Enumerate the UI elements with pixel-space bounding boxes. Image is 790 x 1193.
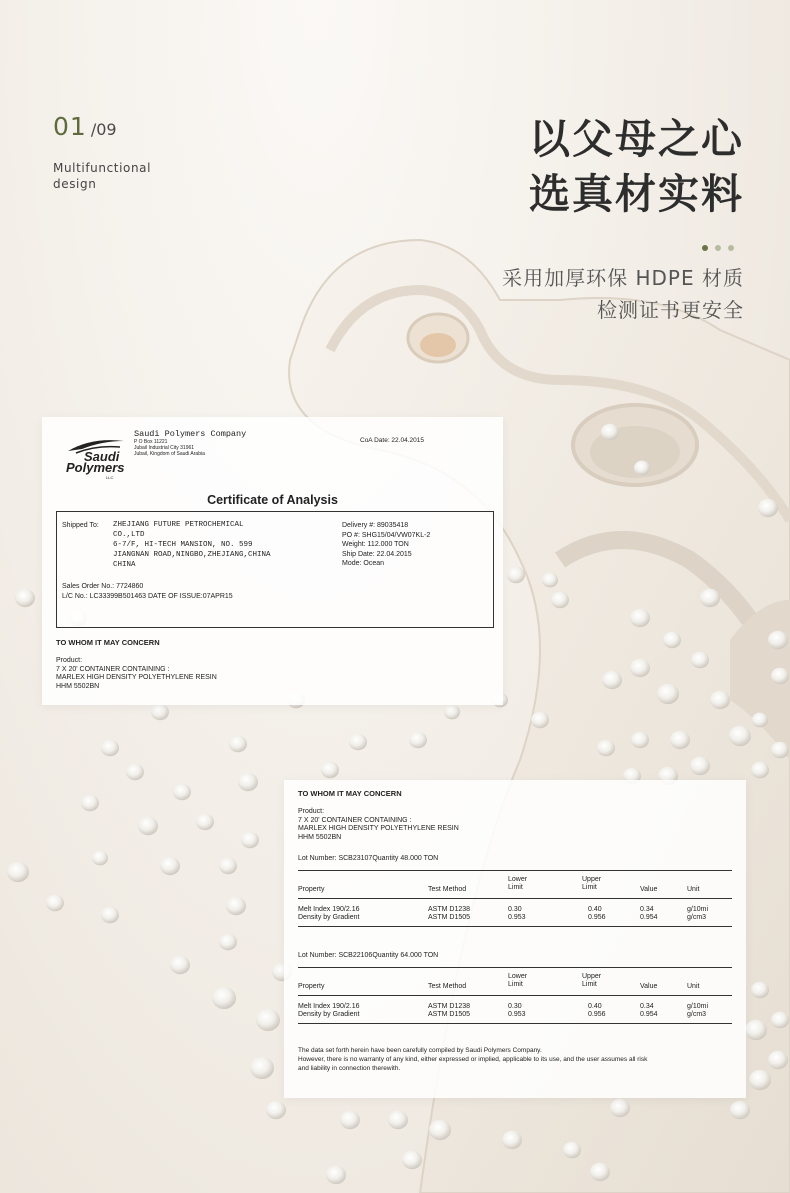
hdpe-pellet (92, 851, 108, 866)
lot-number-1: Lot Number: SCB23107Quantity 48.000 TON (298, 855, 439, 862)
hdpe-pellet (634, 461, 650, 476)
hdpe-pellet (602, 671, 622, 689)
caption-line-2: 检测证书更安全 (597, 298, 744, 322)
product-description: Product: 7 X 20' CONTAINER CONTAINING : MARLEX HIGH DENSITY POLYETHYLENE RESIN HHM 5502BN (56, 657, 217, 690)
hdpe-pellet (601, 424, 619, 441)
hdpe-pellet (170, 956, 190, 974)
delivery-info: Delivery #: 89035418 PO #: SHG15/04/VW07KL-2 Weight: 112.000 TON Ship Date: 22.04.2015 Mode: Ocean (342, 522, 431, 567)
company-address: Saudi Polymers Company P O Box 11221 Jubail Industrial City 31961 Jubail, Kingdom of Saudi Arabia (134, 429, 247, 457)
hdpe-pellet (7, 862, 29, 882)
hdpe-pellet (758, 499, 778, 517)
hdpe-pellet (690, 757, 710, 775)
hdpe-pellet (266, 1101, 286, 1119)
hdpe-pellet (219, 934, 237, 951)
hdpe-pellet (771, 1012, 789, 1029)
hdpe-pellet (542, 573, 558, 588)
shipped-to-address: ZHEJIANG FUTURE PETROCHEMICAL CO.,LTD 6-7/F, HI-TECH MANSION, NO. 599 JIANGNAN ROAD,NINGBO,ZHEJIANG,CHINA CHINA (113, 521, 271, 569)
hdpe-pellet (507, 567, 525, 584)
logo-wordmark: Saudi Polymers (66, 449, 125, 475)
hdpe-pellet (657, 684, 679, 704)
material-caption (502, 262, 744, 326)
hdpe-pellet (563, 1142, 581, 1159)
caption-line-1: 采用加厚环保 HDPE 材质 (502, 266, 744, 290)
hdpe-pellet (226, 897, 246, 915)
hdpe-pellet (151, 704, 169, 721)
hdpe-pellet (229, 736, 247, 753)
headline (529, 112, 744, 222)
hdpe-pellet (710, 691, 730, 709)
hdpe-pellet (126, 764, 144, 781)
table-row: Melt Index 190/2.16 (298, 906, 360, 913)
hdpe-pellet (631, 732, 649, 749)
hdpe-pellet (597, 740, 615, 757)
hdpe-pellet (663, 632, 681, 649)
hdpe-pellet (238, 773, 258, 791)
lot-number-2: Lot Number: SCB22106Quantity 64.000 TON (298, 952, 439, 959)
table-row: Density by Gradient (298, 1011, 360, 1018)
certificate-test-results: TO WHOM IT MAY CONCERN Product: 7 X 20' CONTAINER CONTAINING : MARLEX HIGH DENSITY POLYETHYLENE RESIN HHM 5502BN Lot Number: SCB23107Quantity 48.000 TON Property Test Method Lower Limit Upper Limit Value Unit Melt Index 190/2.16 ASTM D1238 0.30 0.40 0.34 g/10mi Density by Gradient ASTM D1505 0.953 0.956 0.954 g/cm3 Lot Number: SCB22106Quantity 64.000 TON Property Test Method Lower Limit Upper Limit Value Unit Melt Index 190/2.16 ASTM D1238 0.30 0.40 0.34 g/10mi Density by Gradient ASTM D1505 0.953 0.956 0.954 g/cm3 The data set forth herein have been carefully compiled by Saudi Polymers Company. However, there is no warranty of any kind, either expressed or implied, applicable to its use, and the user assumes all risk and liability in connection therewith. (284, 780, 746, 1098)
hdpe-pellet (81, 795, 99, 812)
sales-order-info: Sales Order No.: 7724860 L/C No.: LC33399B501463 DATE OF ISSUE:07APR15 (62, 583, 233, 600)
disclaimer: The data set forth herein have been carefully compiled by Saudi Polymers Company. However, there is no warranty of any kind, either expressed or implied, applicable to its use, and the user assumes all risk and liability in connection therewith. (298, 1047, 648, 1072)
hdpe-pellet (349, 734, 367, 751)
page-total: /09 (90, 120, 117, 139)
dot-active (702, 245, 708, 251)
pager-dots (702, 236, 741, 255)
hdpe-pellet (630, 659, 650, 677)
concern-heading: TO WHOM IT MAY CONCERN (56, 638, 160, 647)
section-subtitle: Multifunctional design (53, 161, 152, 191)
dot (715, 245, 721, 251)
hdpe-pellet (212, 987, 236, 1009)
hdpe-pellet (751, 762, 769, 779)
certificate-of-analysis (42, 417, 503, 705)
hdpe-pellet (670, 731, 690, 749)
hdpe-pellet (101, 907, 119, 924)
hdpe-pellet (551, 592, 569, 609)
hdpe-pellet (429, 1120, 451, 1140)
saudi-polymers-logo: Saudi Polymers LLC (62, 435, 128, 479)
certificate-title: Certificate of Analysis (207, 493, 338, 507)
hdpe-pellet (388, 1111, 408, 1129)
hdpe-pellet (768, 1051, 788, 1069)
hdpe-pellet (751, 982, 769, 999)
company-name: Saudi Polymers Company (134, 429, 247, 439)
hdpe-pellet (771, 668, 789, 685)
hdpe-pellet (326, 1166, 346, 1184)
concern-heading: TO WHOM IT MAY CONCERN (298, 789, 402, 798)
coa-date: CoA Date: 22.04.2015 (360, 437, 424, 444)
headline-line-2: 选真材实料 (529, 170, 744, 218)
table-row: Melt Index 190/2.16 (298, 1003, 360, 1010)
hdpe-pellet (250, 1057, 274, 1079)
headline-line-1: 以父母之心 (529, 115, 744, 163)
hdpe-pellet (196, 814, 214, 831)
hdpe-pellet (771, 742, 789, 759)
page-current: 01 (53, 112, 87, 141)
hdpe-pellet (768, 631, 788, 649)
hdpe-pellet (402, 1151, 422, 1169)
hdpe-pellet (730, 1101, 750, 1119)
hdpe-pellet (691, 652, 709, 669)
hdpe-pellet (444, 705, 460, 720)
hdpe-pellet (15, 589, 35, 607)
hdpe-pellet (745, 1020, 767, 1040)
hdpe-pellet (610, 1099, 630, 1117)
hdpe-pellet (749, 1070, 771, 1090)
hdpe-pellet (173, 784, 191, 801)
page-indicator (53, 112, 117, 141)
hdpe-pellet (101, 740, 119, 757)
hdpe-pellet (138, 817, 158, 835)
hdpe-pellet (502, 1131, 522, 1149)
product-description: Product: 7 X 20' CONTAINER CONTAINING : MARLEX HIGH DENSITY POLYETHYLENE RESIN HHM 5502BN (298, 808, 459, 841)
hdpe-pellet (409, 732, 427, 749)
hdpe-pellet (752, 713, 768, 728)
hdpe-pellet (531, 712, 549, 729)
hdpe-pellet (160, 857, 180, 875)
shipped-to-label: Shipped To: (62, 522, 99, 529)
hdpe-pellet (630, 609, 650, 627)
hdpe-pellet (590, 1163, 610, 1181)
hdpe-pellet (321, 762, 339, 779)
hdpe-pellet (729, 726, 751, 746)
hdpe-pellet (340, 1111, 360, 1129)
hdpe-pellet (700, 589, 720, 607)
dot (728, 245, 734, 251)
hdpe-pellet (46, 895, 64, 912)
hdpe-pellet (241, 832, 259, 849)
shipping-box (56, 511, 494, 628)
hdpe-pellet (219, 858, 237, 875)
table-row: Density by Gradient (298, 914, 360, 921)
hdpe-pellet (256, 1009, 280, 1031)
